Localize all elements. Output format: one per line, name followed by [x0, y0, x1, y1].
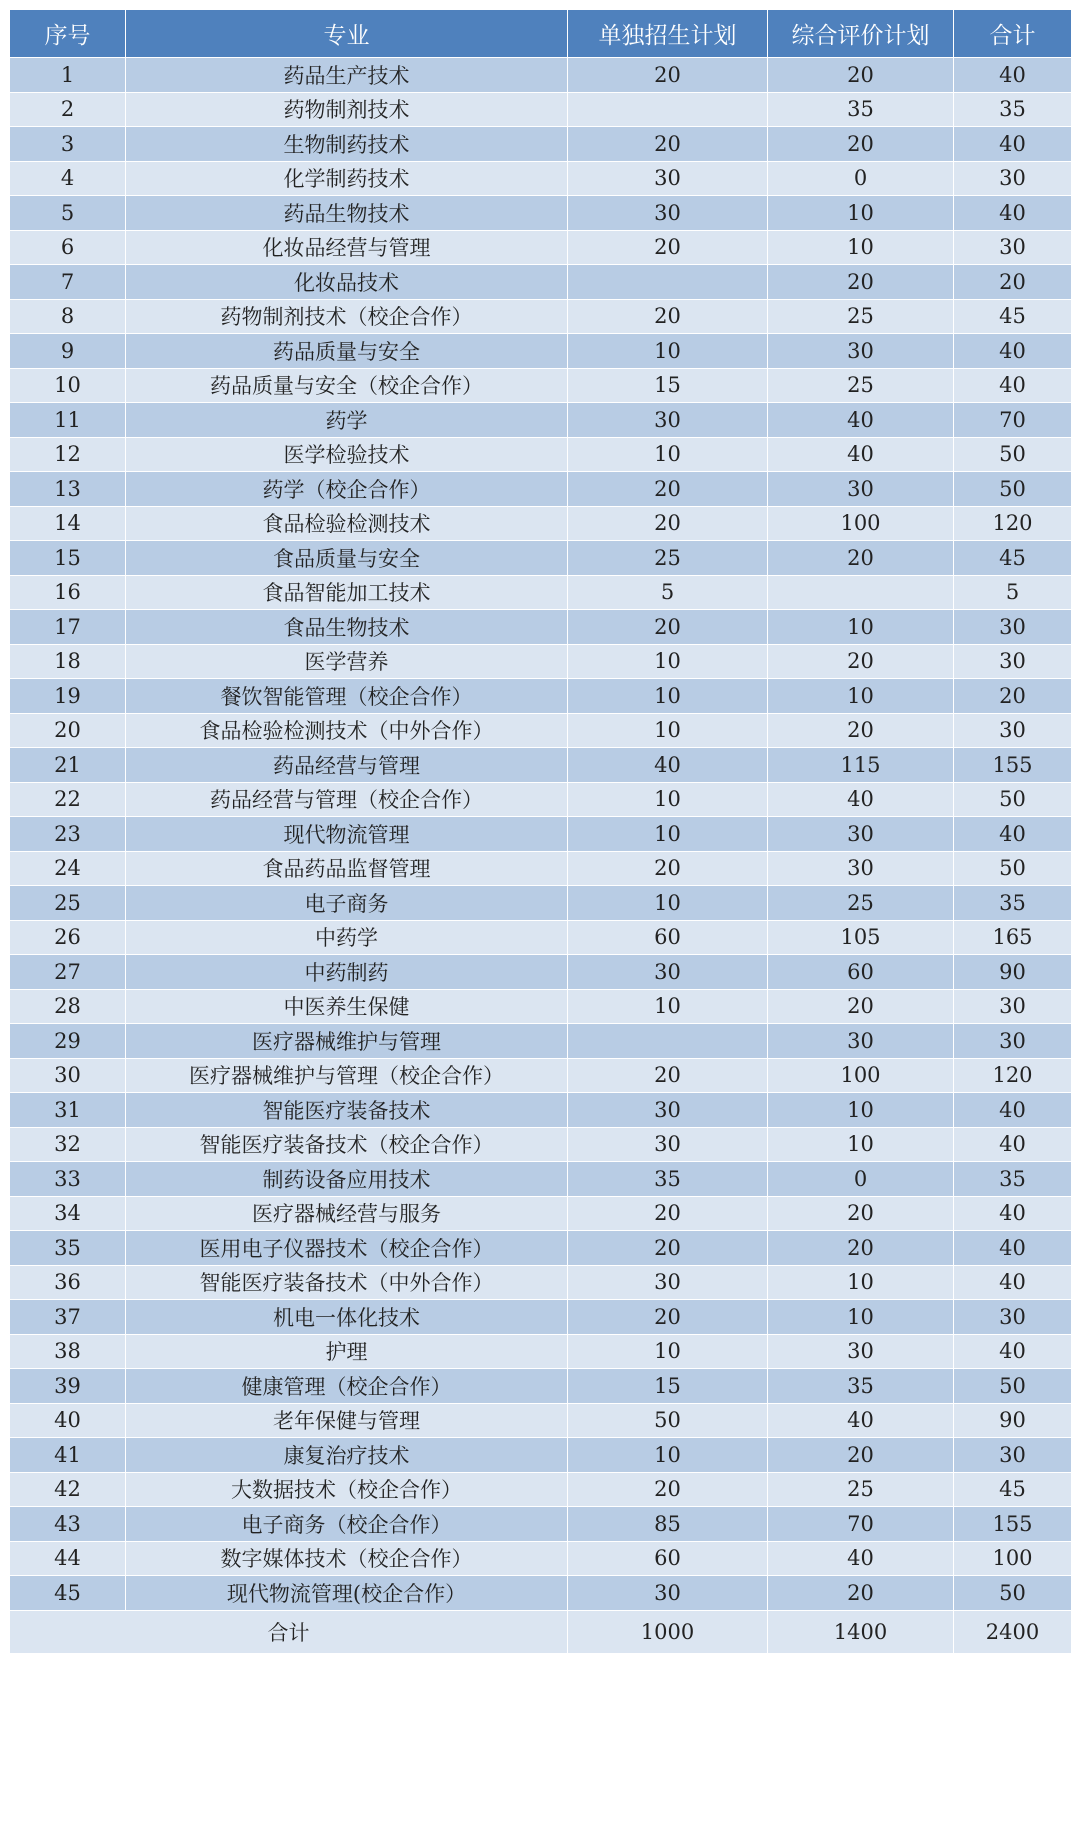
cell-major: 医疗器械维护与管理 — [126, 1024, 568, 1059]
cell-total: 155 — [954, 1507, 1072, 1542]
table-row — [10, 575, 1072, 610]
header-serial-number: 序号 — [10, 10, 126, 58]
cell-major: 药品质量与安全 — [126, 334, 568, 369]
table-row — [10, 1024, 1072, 1059]
cell-total: 40 — [954, 196, 1072, 231]
cell-comprehensive-evaluation: 10 — [768, 1265, 954, 1300]
cell-serial-number: 33 — [10, 1162, 126, 1197]
cell-single-enrollment: 20 — [568, 472, 768, 507]
table-row — [10, 403, 1072, 438]
cell-major: 康复治疗技术 — [126, 1438, 568, 1473]
cell-total: 40 — [954, 1334, 1072, 1369]
cell-total: 165 — [954, 920, 1072, 955]
cell-serial-number: 14 — [10, 506, 126, 541]
cell-comprehensive-evaluation: 20 — [768, 127, 954, 162]
cell-total: 40 — [954, 334, 1072, 369]
cell-serial-number: 5 — [10, 196, 126, 231]
cell-major: 食品质量与安全 — [126, 541, 568, 576]
cell-comprehensive-evaluation: 30 — [768, 1334, 954, 1369]
table-row — [10, 920, 1072, 955]
cell-major: 药品经营与管理 — [126, 748, 568, 783]
cell-comprehensive-evaluation: 70 — [768, 1507, 954, 1542]
cell-total: 40 — [954, 1231, 1072, 1266]
cell-single-enrollment: 20 — [568, 299, 768, 334]
cell-serial-number: 34 — [10, 1196, 126, 1231]
table-row — [10, 472, 1072, 507]
cell-single-enrollment: 10 — [568, 1334, 768, 1369]
cell-comprehensive-evaluation: 40 — [768, 403, 954, 438]
cell-serial-number: 4 — [10, 161, 126, 196]
cell-major: 食品智能加工技术 — [126, 575, 568, 610]
cell-comprehensive-evaluation: 20 — [768, 1576, 954, 1611]
cell-comprehensive-evaluation: 25 — [768, 1472, 954, 1507]
cell-single-enrollment: 20 — [568, 610, 768, 645]
cell-single-enrollment: 20 — [568, 1231, 768, 1266]
header-total: 合计 — [954, 10, 1072, 58]
table-row — [10, 748, 1072, 783]
cell-serial-number: 32 — [10, 1127, 126, 1162]
cell-single-enrollment: 20 — [568, 127, 768, 162]
total-grand: 2400 — [954, 1610, 1072, 1653]
cell-serial-number: 1 — [10, 58, 126, 93]
cell-single-enrollment: 40 — [568, 748, 768, 783]
table-header-row — [10, 10, 1072, 58]
cell-serial-number: 9 — [10, 334, 126, 369]
cell-major: 智能医疗装备技术 — [126, 1093, 568, 1128]
cell-serial-number: 18 — [10, 644, 126, 679]
table-row — [10, 334, 1072, 369]
cell-major: 化妆品经营与管理 — [126, 230, 568, 265]
cell-major: 餐饮智能管理（校企合作） — [126, 679, 568, 714]
cell-serial-number: 15 — [10, 541, 126, 576]
cell-total: 20 — [954, 679, 1072, 714]
cell-total: 50 — [954, 437, 1072, 472]
table-row — [10, 1541, 1072, 1576]
table-row — [10, 265, 1072, 300]
table-row — [10, 437, 1072, 472]
cell-comprehensive-evaluation: 100 — [768, 1058, 954, 1093]
table-row — [10, 1196, 1072, 1231]
cell-single-enrollment: 10 — [568, 679, 768, 714]
cell-serial-number: 13 — [10, 472, 126, 507]
cell-single-enrollment: 20 — [568, 1300, 768, 1335]
cell-major: 生物制药技术 — [126, 127, 568, 162]
cell-total: 120 — [954, 1058, 1072, 1093]
cell-single-enrollment: 20 — [568, 58, 768, 93]
header-single-enrollment-plan: 单独招生计划 — [568, 10, 768, 58]
cell-single-enrollment: 10 — [568, 989, 768, 1024]
table-row — [10, 368, 1072, 403]
cell-total: 120 — [954, 506, 1072, 541]
cell-comprehensive-evaluation: 100 — [768, 506, 954, 541]
table-row — [10, 817, 1072, 852]
cell-comprehensive-evaluation: 20 — [768, 265, 954, 300]
cell-single-enrollment: 10 — [568, 644, 768, 679]
table-row — [10, 679, 1072, 714]
cell-major: 化妆品技术 — [126, 265, 568, 300]
cell-major: 药品生物技术 — [126, 196, 568, 231]
table-row — [10, 989, 1072, 1024]
table-row — [10, 782, 1072, 817]
cell-single-enrollment: 15 — [568, 1369, 768, 1404]
table-row — [10, 1507, 1072, 1542]
table-row — [10, 1334, 1072, 1369]
cell-major: 电子商务（校企合作） — [126, 1507, 568, 1542]
cell-major: 数字媒体技术（校企合作） — [126, 1541, 568, 1576]
table-row — [10, 1127, 1072, 1162]
cell-comprehensive-evaluation: 10 — [768, 610, 954, 645]
cell-total: 30 — [954, 230, 1072, 265]
cell-total: 35 — [954, 92, 1072, 127]
cell-serial-number: 41 — [10, 1438, 126, 1473]
cell-comprehensive-evaluation: 0 — [768, 161, 954, 196]
cell-total: 50 — [954, 1369, 1072, 1404]
cell-single-enrollment: 10 — [568, 334, 768, 369]
enrollment-plan-table — [9, 9, 1072, 1654]
table-total-row — [10, 1610, 1072, 1653]
cell-comprehensive-evaluation: 105 — [768, 920, 954, 955]
cell-total: 40 — [954, 1127, 1072, 1162]
cell-comprehensive-evaluation: 30 — [768, 1024, 954, 1059]
cell-total: 35 — [954, 1162, 1072, 1197]
cell-total: 30 — [954, 1300, 1072, 1335]
cell-comprehensive-evaluation: 25 — [768, 368, 954, 403]
cell-total: 40 — [954, 1093, 1072, 1128]
cell-total: 30 — [954, 713, 1072, 748]
cell-comprehensive-evaluation: 10 — [768, 230, 954, 265]
cell-comprehensive-evaluation: 35 — [768, 92, 954, 127]
cell-major: 中药学 — [126, 920, 568, 955]
cell-total: 40 — [954, 817, 1072, 852]
table-row — [10, 1265, 1072, 1300]
table-row — [10, 1162, 1072, 1197]
cell-comprehensive-evaluation: 10 — [768, 1300, 954, 1335]
cell-serial-number: 8 — [10, 299, 126, 334]
cell-comprehensive-evaluation: 40 — [768, 1403, 954, 1438]
cell-single-enrollment: 5 — [568, 575, 768, 610]
cell-major: 中药制药 — [126, 955, 568, 990]
cell-comprehensive-evaluation: 20 — [768, 644, 954, 679]
cell-total: 30 — [954, 989, 1072, 1024]
cell-total: 5 — [954, 575, 1072, 610]
cell-single-enrollment: 10 — [568, 713, 768, 748]
table-row — [10, 1403, 1072, 1438]
table-row — [10, 58, 1072, 93]
cell-serial-number: 20 — [10, 713, 126, 748]
cell-serial-number: 29 — [10, 1024, 126, 1059]
cell-single-enrollment: 10 — [568, 1438, 768, 1473]
cell-serial-number: 10 — [10, 368, 126, 403]
table-row — [10, 1231, 1072, 1266]
cell-total: 50 — [954, 1576, 1072, 1611]
cell-total: 45 — [954, 541, 1072, 576]
cell-total: 50 — [954, 782, 1072, 817]
cell-comprehensive-evaluation: 0 — [768, 1162, 954, 1197]
cell-single-enrollment: 10 — [568, 817, 768, 852]
cell-single-enrollment: 30 — [568, 196, 768, 231]
cell-serial-number: 43 — [10, 1507, 126, 1542]
table-row — [10, 1472, 1072, 1507]
cell-total: 40 — [954, 368, 1072, 403]
cell-single-enrollment — [568, 92, 768, 127]
cell-single-enrollment: 20 — [568, 1196, 768, 1231]
cell-serial-number: 21 — [10, 748, 126, 783]
cell-major: 中医养生保健 — [126, 989, 568, 1024]
cell-serial-number: 35 — [10, 1231, 126, 1266]
cell-single-enrollment — [568, 265, 768, 300]
cell-total: 30 — [954, 161, 1072, 196]
cell-single-enrollment: 15 — [568, 368, 768, 403]
cell-serial-number: 24 — [10, 851, 126, 886]
table-row — [10, 610, 1072, 645]
cell-comprehensive-evaluation: 30 — [768, 817, 954, 852]
cell-major: 医学检验技术 — [126, 437, 568, 472]
cell-serial-number: 3 — [10, 127, 126, 162]
cell-single-enrollment: 30 — [568, 955, 768, 990]
cell-major: 大数据技术（校企合作） — [126, 1472, 568, 1507]
cell-single-enrollment: 60 — [568, 1541, 768, 1576]
cell-major: 食品检验检测技术 — [126, 506, 568, 541]
cell-single-enrollment: 30 — [568, 1127, 768, 1162]
cell-major: 智能医疗装备技术（校企合作） — [126, 1127, 568, 1162]
cell-total: 50 — [954, 851, 1072, 886]
cell-comprehensive-evaluation: 30 — [768, 334, 954, 369]
cell-comprehensive-evaluation: 115 — [768, 748, 954, 783]
cell-total: 40 — [954, 1196, 1072, 1231]
cell-serial-number: 27 — [10, 955, 126, 990]
cell-total: 90 — [954, 1403, 1072, 1438]
cell-serial-number: 30 — [10, 1058, 126, 1093]
cell-total: 90 — [954, 955, 1072, 990]
cell-comprehensive-evaluation: 35 — [768, 1369, 954, 1404]
cell-serial-number: 42 — [10, 1472, 126, 1507]
cell-comprehensive-evaluation: 10 — [768, 196, 954, 231]
cell-single-enrollment: 30 — [568, 1576, 768, 1611]
cell-comprehensive-evaluation: 25 — [768, 886, 954, 921]
cell-total: 100 — [954, 1541, 1072, 1576]
cell-single-enrollment: 60 — [568, 920, 768, 955]
cell-major: 智能医疗装备技术（中外合作） — [126, 1265, 568, 1300]
cell-serial-number: 12 — [10, 437, 126, 472]
cell-total: 50 — [954, 472, 1072, 507]
cell-single-enrollment: 10 — [568, 782, 768, 817]
cell-single-enrollment: 85 — [568, 1507, 768, 1542]
cell-comprehensive-evaluation: 40 — [768, 437, 954, 472]
cell-comprehensive-evaluation: 20 — [768, 1438, 954, 1473]
header-major: 专业 — [126, 10, 568, 58]
cell-major: 电子商务 — [126, 886, 568, 921]
cell-single-enrollment: 30 — [568, 1265, 768, 1300]
cell-serial-number: 40 — [10, 1403, 126, 1438]
cell-major: 药品质量与安全（校企合作） — [126, 368, 568, 403]
cell-serial-number: 44 — [10, 1541, 126, 1576]
table-row — [10, 230, 1072, 265]
table-row — [10, 299, 1072, 334]
total-label: 合计 — [10, 1610, 568, 1653]
cell-serial-number: 11 — [10, 403, 126, 438]
cell-single-enrollment: 20 — [568, 230, 768, 265]
cell-major: 医疗器械维护与管理（校企合作） — [126, 1058, 568, 1093]
table-row — [10, 851, 1072, 886]
cell-serial-number: 31 — [10, 1093, 126, 1128]
cell-serial-number: 22 — [10, 782, 126, 817]
header-comprehensive-evaluation-plan: 综合评价计划 — [768, 10, 954, 58]
cell-comprehensive-evaluation: 20 — [768, 1196, 954, 1231]
cell-comprehensive-evaluation: 20 — [768, 541, 954, 576]
table-row — [10, 1300, 1072, 1335]
table-row — [10, 92, 1072, 127]
cell-single-enrollment: 25 — [568, 541, 768, 576]
cell-serial-number: 26 — [10, 920, 126, 955]
cell-single-enrollment: 20 — [568, 1058, 768, 1093]
table-row — [10, 713, 1072, 748]
cell-serial-number: 16 — [10, 575, 126, 610]
cell-major: 机电一体化技术 — [126, 1300, 568, 1335]
cell-single-enrollment — [568, 1024, 768, 1059]
cell-serial-number: 2 — [10, 92, 126, 127]
table-row — [10, 506, 1072, 541]
cell-comprehensive-evaluation: 60 — [768, 955, 954, 990]
cell-total: 40 — [954, 127, 1072, 162]
cell-serial-number: 23 — [10, 817, 126, 852]
cell-serial-number: 28 — [10, 989, 126, 1024]
table-row — [10, 161, 1072, 196]
cell-total: 40 — [954, 58, 1072, 93]
total-comprehensive-evaluation: 1400 — [768, 1610, 954, 1653]
cell-major: 化学制药技术 — [126, 161, 568, 196]
cell-comprehensive-evaluation: 40 — [768, 782, 954, 817]
cell-serial-number: 7 — [10, 265, 126, 300]
cell-total: 45 — [954, 299, 1072, 334]
cell-comprehensive-evaluation: 10 — [768, 1127, 954, 1162]
cell-serial-number: 37 — [10, 1300, 126, 1335]
cell-major: 现代物流管理 — [126, 817, 568, 852]
cell-total: 45 — [954, 1472, 1072, 1507]
cell-serial-number: 36 — [10, 1265, 126, 1300]
cell-serial-number: 39 — [10, 1369, 126, 1404]
cell-major: 药物制剂技术（校企合作） — [126, 299, 568, 334]
cell-major: 食品生物技术 — [126, 610, 568, 645]
cell-comprehensive-evaluation: 10 — [768, 1093, 954, 1128]
cell-single-enrollment: 30 — [568, 403, 768, 438]
table-row — [10, 1438, 1072, 1473]
cell-comprehensive-evaluation: 40 — [768, 1541, 954, 1576]
cell-comprehensive-evaluation: 20 — [768, 1231, 954, 1266]
cell-comprehensive-evaluation: 20 — [768, 989, 954, 1024]
cell-comprehensive-evaluation — [768, 575, 954, 610]
cell-serial-number: 17 — [10, 610, 126, 645]
cell-major: 食品药品监督管理 — [126, 851, 568, 886]
table-row — [10, 955, 1072, 990]
table-row — [10, 1058, 1072, 1093]
cell-serial-number: 6 — [10, 230, 126, 265]
cell-major: 制药设备应用技术 — [126, 1162, 568, 1197]
cell-total: 40 — [954, 1265, 1072, 1300]
cell-total: 30 — [954, 1438, 1072, 1473]
cell-comprehensive-evaluation: 25 — [768, 299, 954, 334]
cell-comprehensive-evaluation: 20 — [768, 713, 954, 748]
cell-total: 30 — [954, 1024, 1072, 1059]
cell-total: 30 — [954, 644, 1072, 679]
cell-major: 医疗器械经营与服务 — [126, 1196, 568, 1231]
cell-major: 药学（校企合作） — [126, 472, 568, 507]
cell-total: 30 — [954, 610, 1072, 645]
cell-major: 药品经营与管理（校企合作） — [126, 782, 568, 817]
cell-serial-number: 19 — [10, 679, 126, 714]
cell-single-enrollment: 10 — [568, 437, 768, 472]
table-row — [10, 541, 1072, 576]
table-row — [10, 886, 1072, 921]
cell-total: 35 — [954, 886, 1072, 921]
cell-total: 70 — [954, 403, 1072, 438]
cell-serial-number: 25 — [10, 886, 126, 921]
table-body — [10, 58, 1072, 1654]
cell-single-enrollment: 20 — [568, 851, 768, 886]
cell-serial-number: 45 — [10, 1576, 126, 1611]
cell-major: 现代物流管理(校企合作） — [126, 1576, 568, 1611]
cell-single-enrollment: 20 — [568, 506, 768, 541]
table-row — [10, 196, 1072, 231]
cell-comprehensive-evaluation: 20 — [768, 58, 954, 93]
table-row — [10, 644, 1072, 679]
cell-single-enrollment: 10 — [568, 886, 768, 921]
cell-single-enrollment: 35 — [568, 1162, 768, 1197]
cell-major: 药物制剂技术 — [126, 92, 568, 127]
cell-single-enrollment: 30 — [568, 1093, 768, 1128]
cell-major: 医用电子仪器技术（校企合作） — [126, 1231, 568, 1266]
cell-single-enrollment: 30 — [568, 161, 768, 196]
cell-serial-number: 38 — [10, 1334, 126, 1369]
cell-total: 155 — [954, 748, 1072, 783]
cell-total: 20 — [954, 265, 1072, 300]
table-row — [10, 1576, 1072, 1611]
total-single-enrollment: 1000 — [568, 1610, 768, 1653]
cell-comprehensive-evaluation: 10 — [768, 679, 954, 714]
cell-major: 药品生产技术 — [126, 58, 568, 93]
table-row — [10, 1369, 1072, 1404]
cell-single-enrollment: 50 — [568, 1403, 768, 1438]
cell-comprehensive-evaluation: 30 — [768, 472, 954, 507]
cell-major: 医学营养 — [126, 644, 568, 679]
enrollment-plan-table-container — [9, 9, 1071, 1654]
table-row — [10, 127, 1072, 162]
cell-comprehensive-evaluation: 30 — [768, 851, 954, 886]
cell-major: 老年保健与管理 — [126, 1403, 568, 1438]
cell-single-enrollment: 20 — [568, 1472, 768, 1507]
cell-major: 健康管理（校企合作） — [126, 1369, 568, 1404]
cell-major: 食品检验检测技术（中外合作） — [126, 713, 568, 748]
cell-major: 护理 — [126, 1334, 568, 1369]
cell-major: 药学 — [126, 403, 568, 438]
table-row — [10, 1093, 1072, 1128]
